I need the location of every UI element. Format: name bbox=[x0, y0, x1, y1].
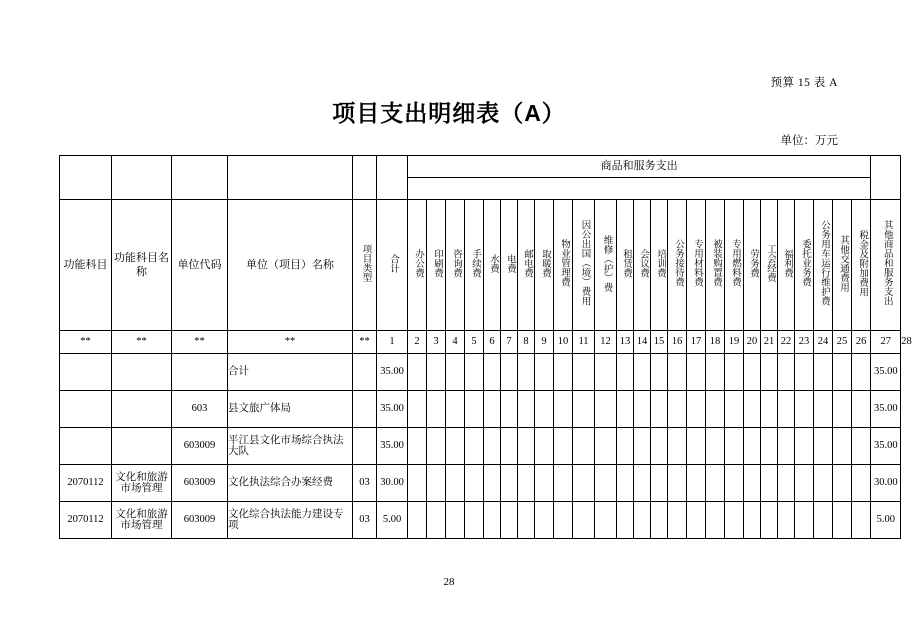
table-row bbox=[60, 502, 901, 539]
cell-clothing bbox=[706, 428, 725, 465]
cell-print bbox=[427, 502, 446, 539]
cell-heating bbox=[535, 465, 554, 502]
cell-union bbox=[761, 465, 778, 502]
cell-welfare bbox=[778, 502, 795, 539]
cell-function-code bbox=[60, 391, 112, 428]
num-function-code: ** bbox=[60, 331, 112, 354]
cell-meeting bbox=[634, 502, 651, 539]
col-office: 办公费 bbox=[408, 200, 427, 331]
unit-label: 单位：万元 bbox=[780, 135, 838, 147]
cell-welfare bbox=[778, 428, 795, 465]
col-rent: 租赁费 bbox=[617, 200, 634, 331]
cell-overseas-travel bbox=[573, 465, 595, 502]
table-row bbox=[60, 428, 901, 465]
cell-other-goods: 35.00 bbox=[871, 428, 901, 465]
cell-tax bbox=[852, 428, 871, 465]
cell-unit-project-name: 文化综合执法能力建设专项 bbox=[228, 502, 353, 539]
cell-handling bbox=[465, 502, 484, 539]
cell-post bbox=[518, 428, 535, 465]
cell-total: 35.00 bbox=[377, 391, 408, 428]
cell-property bbox=[554, 465, 573, 502]
cell-print bbox=[427, 354, 446, 391]
col-total: 合计 bbox=[377, 200, 408, 331]
cell-electric bbox=[501, 391, 518, 428]
cell-entrust bbox=[795, 465, 814, 502]
cell-consult bbox=[446, 354, 465, 391]
cell-rent bbox=[617, 502, 634, 539]
cell-total: 35.00 bbox=[377, 428, 408, 465]
table-row bbox=[60, 354, 901, 391]
cell-heating bbox=[535, 391, 554, 428]
cell-unit-code: 603009 bbox=[172, 465, 228, 502]
cell-unit-code: 603009 bbox=[172, 502, 228, 539]
cell-official-reception bbox=[668, 428, 687, 465]
cell-special-material bbox=[687, 428, 706, 465]
cell-entrust bbox=[795, 502, 814, 539]
cell-union bbox=[761, 354, 778, 391]
cell-other-goods: 35.00 bbox=[871, 391, 901, 428]
num-col-16: 16 bbox=[668, 331, 687, 354]
cell-handling bbox=[465, 428, 484, 465]
cell-property bbox=[554, 354, 573, 391]
table-header-row bbox=[60, 200, 901, 331]
cell-function-code: 2070112 bbox=[60, 465, 112, 502]
cell-other-goods: 30.00 bbox=[871, 465, 901, 502]
num-function-name: ** bbox=[112, 331, 172, 354]
num-col-8: 8 bbox=[518, 331, 535, 354]
cell-function-code bbox=[60, 428, 112, 465]
cell-clothing bbox=[706, 354, 725, 391]
cell-other-transport bbox=[833, 391, 852, 428]
cell-consult bbox=[446, 465, 465, 502]
cell-function-name bbox=[112, 428, 172, 465]
cell-maintenance bbox=[595, 502, 617, 539]
cell-vehicle bbox=[814, 391, 833, 428]
cell-unit-project-name: 县文旅广体局 bbox=[228, 391, 353, 428]
col-electric: 电费 bbox=[501, 200, 518, 331]
form-code-label: 预算 15 表 A bbox=[770, 77, 838, 89]
cell-tax bbox=[852, 354, 871, 391]
num-col-14: 14 bbox=[634, 331, 651, 354]
cell-meeting bbox=[634, 428, 651, 465]
cell-unit-code: 603009 bbox=[172, 428, 228, 465]
cell-unit-project-name: 合计 bbox=[228, 354, 353, 391]
cell-electric bbox=[501, 428, 518, 465]
cell-special-fuel bbox=[725, 428, 744, 465]
cell-maintenance bbox=[595, 391, 617, 428]
cell-function-name: 文化和旅游市场管理 bbox=[112, 465, 172, 502]
cell-unit-project-name: 平江县文化市场综合执法大队 bbox=[228, 428, 353, 465]
cell-clothing bbox=[706, 465, 725, 502]
cell-electric bbox=[501, 502, 518, 539]
cell-special-fuel bbox=[725, 502, 744, 539]
col-function-name: 功能科目名称 bbox=[112, 200, 172, 331]
cell-water bbox=[484, 391, 501, 428]
col-meeting: 会议费 bbox=[634, 200, 651, 331]
cell-project-type bbox=[353, 354, 377, 391]
cell-maintenance bbox=[595, 354, 617, 391]
cell-official-reception bbox=[668, 465, 687, 502]
num-col-22: 22 bbox=[778, 331, 795, 354]
col-training: 培训费 bbox=[651, 200, 668, 331]
cell-property bbox=[554, 428, 573, 465]
num-project-type: ** bbox=[353, 331, 377, 354]
num-col-26: 26 bbox=[852, 331, 871, 354]
cell-training bbox=[651, 391, 668, 428]
col-official-reception: 公务接待费 bbox=[668, 200, 687, 331]
cell-overseas-travel bbox=[573, 502, 595, 539]
num-col-2: 2 bbox=[408, 331, 427, 354]
num-col-6: 6 bbox=[484, 331, 501, 354]
cell-water bbox=[484, 502, 501, 539]
cell-overseas-travel bbox=[573, 354, 595, 391]
col-heating: 取暖费 bbox=[535, 200, 554, 331]
col-function-code: 功能科目 bbox=[60, 200, 112, 331]
col-other-goods: 其他商品和服务支出 bbox=[871, 200, 901, 331]
cell-labor bbox=[744, 465, 761, 502]
cell-other-transport bbox=[833, 428, 852, 465]
col-unit-project-name: 单位（项目）名称 bbox=[228, 200, 353, 331]
cell-heating bbox=[535, 354, 554, 391]
cell-consult bbox=[446, 391, 465, 428]
num-unit-project-name: ** bbox=[228, 331, 353, 354]
table-row bbox=[60, 465, 901, 502]
num-col-27: 27 bbox=[871, 331, 901, 354]
col-entrust: 委托业务费 bbox=[795, 200, 814, 331]
cell-special-material bbox=[687, 391, 706, 428]
cell-other-transport bbox=[833, 465, 852, 502]
num-col-12: 12 bbox=[595, 331, 617, 354]
cell-post bbox=[518, 465, 535, 502]
cell-vehicle bbox=[814, 354, 833, 391]
col-special-fuel: 专用燃料费 bbox=[725, 200, 744, 331]
cell-other-transport bbox=[833, 502, 852, 539]
col-print: 印刷费 bbox=[427, 200, 446, 331]
col-handling: 手续费 bbox=[465, 200, 484, 331]
cell-rent bbox=[617, 465, 634, 502]
col-project-type: 项目类型 bbox=[353, 200, 377, 331]
num-col-15: 15 bbox=[651, 331, 668, 354]
cell-print bbox=[427, 428, 446, 465]
cell-total: 30.00 bbox=[377, 465, 408, 502]
cell-office bbox=[408, 502, 427, 539]
cell-office bbox=[408, 465, 427, 502]
cell-office bbox=[408, 428, 427, 465]
cell-union bbox=[761, 391, 778, 428]
cell-meeting bbox=[634, 391, 651, 428]
cell-other-transport bbox=[833, 354, 852, 391]
cell-heating bbox=[535, 502, 554, 539]
group-header-goods-services: 商品和服务支出 bbox=[408, 156, 871, 178]
cell-function-code: 2070112 bbox=[60, 502, 112, 539]
cell-consult bbox=[446, 428, 465, 465]
num-col-24: 24 bbox=[814, 331, 833, 354]
cell-labor bbox=[744, 354, 761, 391]
page-number: 28 bbox=[443, 576, 455, 588]
col-special-material: 专用材料费 bbox=[687, 200, 706, 331]
cell-entrust bbox=[795, 391, 814, 428]
num-unit-code: ** bbox=[172, 331, 228, 354]
cell-special-fuel bbox=[725, 354, 744, 391]
cell-property bbox=[554, 391, 573, 428]
cell-office bbox=[408, 354, 427, 391]
cell-handling bbox=[465, 354, 484, 391]
cell-entrust bbox=[795, 428, 814, 465]
cell-unit-code: 603 bbox=[172, 391, 228, 428]
cell-meeting bbox=[634, 465, 651, 502]
cell-project-type: 03 bbox=[353, 465, 377, 502]
num-col-25: 25 bbox=[833, 331, 852, 354]
col-post: 邮电费 bbox=[518, 200, 535, 331]
cell-project-type: 03 bbox=[353, 502, 377, 539]
col-property: 物业管理费 bbox=[554, 200, 573, 331]
cell-total: 35.00 bbox=[377, 354, 408, 391]
num-col-21: 21 bbox=[761, 331, 778, 354]
cell-consult bbox=[446, 502, 465, 539]
page-title: 项目支出明细表（A） bbox=[332, 100, 566, 126]
cell-clothing bbox=[706, 502, 725, 539]
cell-print bbox=[427, 465, 446, 502]
cell-meeting bbox=[634, 354, 651, 391]
cell-function-name: 文化和旅游市场管理 bbox=[112, 502, 172, 539]
col-unit-code: 单位代码 bbox=[172, 200, 228, 331]
cell-print bbox=[427, 391, 446, 428]
cell-total: 5.00 bbox=[377, 502, 408, 539]
cell-overseas-travel bbox=[573, 428, 595, 465]
cell-special-material bbox=[687, 502, 706, 539]
col-other-transport: 其他交通费用 bbox=[833, 200, 852, 331]
cell-property bbox=[554, 502, 573, 539]
cell-function-name bbox=[112, 354, 172, 391]
cell-training bbox=[651, 465, 668, 502]
cell-electric bbox=[501, 354, 518, 391]
cell-vehicle bbox=[814, 465, 833, 502]
cell-training bbox=[651, 428, 668, 465]
col-vehicle: 公务用车运行维护费 bbox=[814, 200, 833, 331]
num-col-4: 4 bbox=[446, 331, 465, 354]
table-numbering-row: ** ** ** ** ** 1 2 3 4 5 6 7 8 9 10 11 12 13 14 15 16 17 18 19 20 21 22 23 24 25 26 27 28 bbox=[60, 331, 901, 354]
col-maintenance: 维修（护）费 bbox=[595, 200, 617, 331]
cell-union bbox=[761, 502, 778, 539]
col-tax: 税金及附加费用 bbox=[852, 200, 871, 331]
cell-special-material bbox=[687, 465, 706, 502]
cell-clothing bbox=[706, 391, 725, 428]
num-col-13: 13 bbox=[617, 331, 634, 354]
cell-post bbox=[518, 391, 535, 428]
cell-office bbox=[408, 391, 427, 428]
cell-unit-project-name: 文化执法综合办案经费 bbox=[228, 465, 353, 502]
cell-special-material bbox=[687, 354, 706, 391]
cell-vehicle bbox=[814, 428, 833, 465]
cell-function-code bbox=[60, 354, 112, 391]
cell-welfare bbox=[778, 354, 795, 391]
col-labor: 劳务费 bbox=[744, 200, 761, 331]
num-col-5: 5 bbox=[465, 331, 484, 354]
col-clothing: 被装购置费 bbox=[706, 200, 725, 331]
cell-welfare bbox=[778, 391, 795, 428]
cell-rent bbox=[617, 354, 634, 391]
cell-training bbox=[651, 502, 668, 539]
cell-tax bbox=[852, 502, 871, 539]
cell-water bbox=[484, 428, 501, 465]
cell-tax bbox=[852, 391, 871, 428]
num-col-20: 20 bbox=[744, 331, 761, 354]
cell-maintenance bbox=[595, 428, 617, 465]
cell-project-type bbox=[353, 391, 377, 428]
num-col-1: 1 bbox=[377, 331, 408, 354]
num-col-10: 10 bbox=[554, 331, 573, 354]
cell-maintenance bbox=[595, 465, 617, 502]
num-col-7: 7 bbox=[501, 331, 518, 354]
num-col-19: 19 bbox=[725, 331, 744, 354]
cell-labor bbox=[744, 502, 761, 539]
cell-overseas-travel bbox=[573, 391, 595, 428]
table-group-header-row bbox=[60, 156, 901, 178]
cell-rent bbox=[617, 391, 634, 428]
cell-other-goods: 5.00 bbox=[871, 502, 901, 539]
num-col-3: 3 bbox=[427, 331, 446, 354]
cell-heating bbox=[535, 428, 554, 465]
cell-function-name bbox=[112, 391, 172, 428]
col-overseas-travel: 因公出国（境）费用 bbox=[573, 200, 595, 331]
cell-special-fuel bbox=[725, 465, 744, 502]
expenditure-detail-table bbox=[59, 155, 912, 539]
cell-handling bbox=[465, 465, 484, 502]
cell-tax bbox=[852, 465, 871, 502]
num-col-23: 23 bbox=[795, 331, 814, 354]
cell-welfare bbox=[778, 465, 795, 502]
cell-official-reception bbox=[668, 502, 687, 539]
cell-official-reception bbox=[668, 354, 687, 391]
num-col-18: 18 bbox=[706, 331, 725, 354]
cell-labor bbox=[744, 428, 761, 465]
cell-electric bbox=[501, 465, 518, 502]
cell-labor bbox=[744, 391, 761, 428]
col-welfare: 福利费 bbox=[778, 200, 795, 331]
cell-post bbox=[518, 354, 535, 391]
cell-post bbox=[518, 502, 535, 539]
cell-water bbox=[484, 354, 501, 391]
cell-vehicle bbox=[814, 502, 833, 539]
num-col-9: 9 bbox=[535, 331, 554, 354]
col-water: 水费 bbox=[484, 200, 501, 331]
cell-other-goods: 35.00 bbox=[871, 354, 901, 391]
cell-unit-code bbox=[172, 354, 228, 391]
num-col-11: 11 bbox=[573, 331, 595, 354]
cell-special-fuel bbox=[725, 391, 744, 428]
cell-entrust bbox=[795, 354, 814, 391]
num-col-17: 17 bbox=[687, 331, 706, 354]
cell-rent bbox=[617, 428, 634, 465]
col-union: 工会经费 bbox=[761, 200, 778, 331]
table-row bbox=[60, 391, 901, 428]
col-consult: 咨询费 bbox=[446, 200, 465, 331]
cell-handling bbox=[465, 391, 484, 428]
cell-official-reception bbox=[668, 391, 687, 428]
cell-union bbox=[761, 428, 778, 465]
cell-water bbox=[484, 465, 501, 502]
cell-training bbox=[651, 354, 668, 391]
cell-project-type bbox=[353, 428, 377, 465]
